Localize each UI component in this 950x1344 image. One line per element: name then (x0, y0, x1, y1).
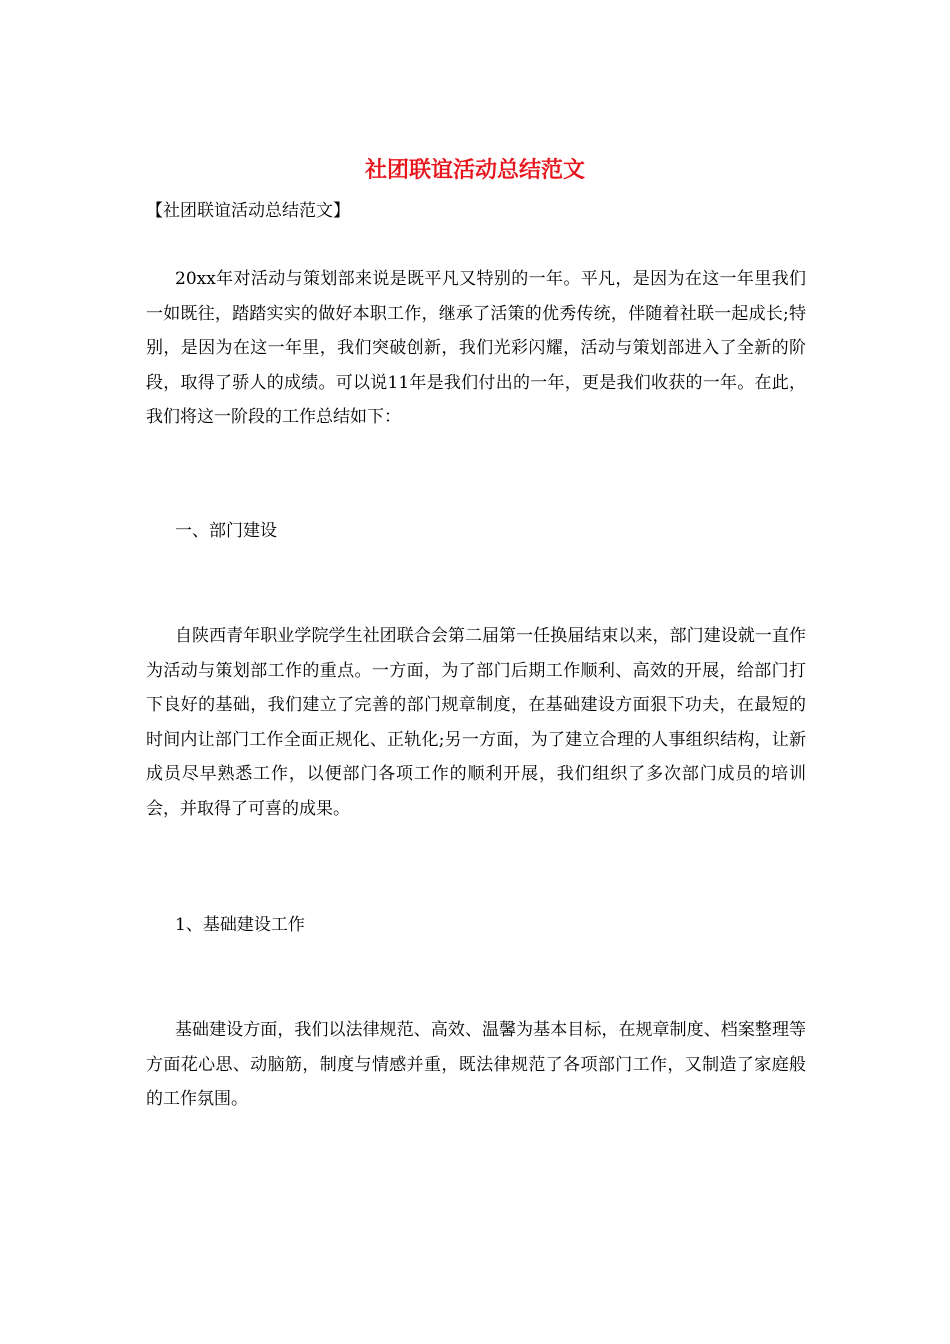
section-heading-department: 一、部门建设 (175, 521, 277, 541)
paragraph-intro: 20xx年对活动与策划部来说是既平凡又特别的一年。平凡，是因为在这一年里我们一如既往，踏踏实实的做好本职工作，继承了活策的优秀传统，伴随着社联一起成长;特别，是因为在这一年里，我们突破创新，我们光彩闪耀，活动与策划部进入了全新的阶段，取得了骄人的成绩。可以说11年是我们付出的一年，更是我们收获的一年。在此，我们将这一阶段的工作总结如下： (146, 269, 806, 427)
document-subtitle: 【社团联谊活动总结范文】 (146, 201, 350, 221)
section-heading-basic-work: 1、基础建设工作 (175, 915, 305, 935)
paragraph-basic-work: 基础建设方面，我们以法律规范、高效、温馨为基本目标，在规章制度、档案整理等方面花心思、动脑筋，制度与情感并重，既法律规范了各项部门工作，又制造了家庭般的工作氛围。 (146, 1020, 806, 1109)
paragraph-department: 自陕西青年职业学院学生社团联合会第二届第一任换届结束以来，部门建设就一直作为活动与策划部工作的重点。一方面，为了部门后期工作顺利、高效的开展，给部门打下良好的基础，我们建立了完善的部门规章制度，在基础建设方面狠下功夫，在最短的时间内让部门工作全面正规化、正轨化;另一方面，为了建立合理的人事组织结构，让新成员尽早熟悉工作，以便部门各项工作的顺利开展，我们组织了多次部门成员的培训会，并取得了可喜的成果。 (146, 626, 806, 819)
document-title: 社团联谊活动总结范文 (364, 157, 585, 183)
